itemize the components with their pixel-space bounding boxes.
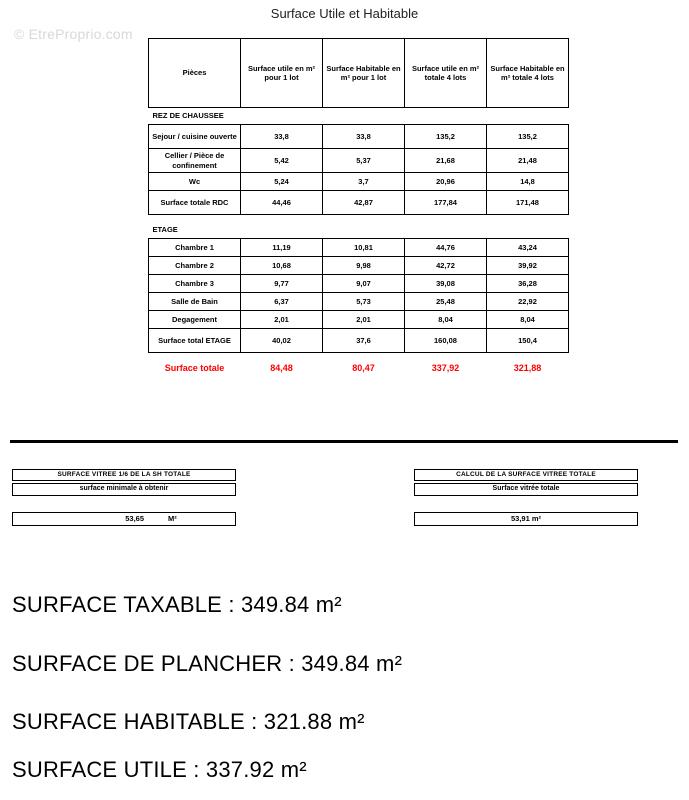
- total-label: Surface totale: [164, 363, 225, 374]
- row-value: 9,98: [323, 257, 405, 275]
- table-header-row: [149, 39, 569, 108]
- row-value: 37,6: [323, 329, 405, 353]
- row-value: 160,08: [405, 329, 487, 353]
- row-value: 39,92: [487, 257, 569, 275]
- row-value: 11,19: [241, 239, 323, 257]
- row-label: Chambre 2: [149, 257, 241, 275]
- row-label: Surface total ETAGE: [149, 329, 241, 353]
- summary-surface-habitable: SURFACE HABITABLE : 321.88 m²: [12, 709, 365, 734]
- row-value: 5,73: [323, 293, 405, 311]
- row-value: 36,28: [487, 275, 569, 293]
- header-cell-utile-1lot: Surface utile en m² pour 1 lot: [241, 39, 323, 108]
- glazed-surface-min-unit: M²: [168, 514, 177, 523]
- row-value: 40,02: [241, 329, 323, 353]
- total-value: 84,48: [270, 363, 293, 374]
- glazed-surface-total-subtitle: Surface vitrée totale: [414, 483, 638, 496]
- row-value: 21,68: [405, 149, 487, 173]
- glazed-surface-total-title: CALCUL DE LA SURFACE VITREE TOTALE: [414, 469, 638, 481]
- summary-surface-plancher: SURFACE DE PLANCHER : 349.84 m²: [12, 651, 403, 676]
- table-row: [149, 293, 569, 311]
- table-row: [149, 149, 569, 173]
- row-value: 22,92: [487, 293, 569, 311]
- row-label: Chambre 1: [149, 239, 241, 257]
- table-row: [149, 173, 569, 191]
- row-value: 135,2: [405, 125, 487, 149]
- row-label: Chambre 3: [149, 275, 241, 293]
- table-row: [149, 191, 569, 215]
- summary-surface-taxable: SURFACE TAXABLE : 349.84 m²: [12, 592, 342, 617]
- row-value: 6,37: [241, 293, 323, 311]
- row-value: 9,07: [323, 275, 405, 293]
- total-row: [149, 353, 569, 386]
- table-row: [149, 125, 569, 149]
- row-value: 2,01: [323, 311, 405, 329]
- glazed-surface-min-title: SURFACE VITREE 1/6 DE LA SH TOTALE: [12, 469, 236, 481]
- row-label: Degagement: [149, 311, 241, 329]
- row-value: 42,72: [405, 257, 487, 275]
- row-value: 14,8: [487, 173, 569, 191]
- row-value: 43,24: [487, 239, 569, 257]
- row-value: 177,84: [405, 191, 487, 215]
- header-cell-habitable-1lot: Surface Habitable en m² pour 1 lot: [323, 39, 405, 108]
- row-value: 5,37: [323, 149, 405, 173]
- section-header-rdc: [149, 108, 569, 125]
- row-label: Wc: [149, 173, 241, 191]
- surface-table: [148, 38, 569, 385]
- glazed-surface-min-value: 53,65: [125, 514, 145, 523]
- glazed-surface-min-value-box: [12, 512, 236, 526]
- header-cell-habitable-4lots: Surface Habitable en m² totale 4 lots: [487, 39, 569, 108]
- table-row: [149, 329, 569, 353]
- row-value: 10,68: [241, 257, 323, 275]
- row-label: Surface totale RDC: [149, 191, 241, 215]
- row-value: 8,04: [487, 311, 569, 329]
- row-value: 33,8: [323, 125, 405, 149]
- total-value: 321,88: [513, 363, 542, 374]
- row-value: 3,7: [323, 173, 405, 191]
- row-value: 44,76: [405, 239, 487, 257]
- header-cell-pieces: Pièces: [149, 39, 241, 108]
- row-value: 5,42: [241, 149, 323, 173]
- row-value: 171,48: [487, 191, 569, 215]
- row-label: Cellier / Pièce de confinement: [149, 149, 241, 173]
- row-value: 5,24: [241, 173, 323, 191]
- page-title: Surface Utile et Habitable: [270, 6, 419, 21]
- watermark: © EtreProprio.com: [14, 26, 133, 42]
- total-value: 80,47: [352, 363, 375, 374]
- row-value: 21,48: [487, 149, 569, 173]
- section-label: REZ DE CHAUSSEE: [152, 111, 224, 121]
- table-row: [149, 257, 569, 275]
- section-label: ETAGE: [152, 225, 178, 235]
- row-value: 135,2: [487, 125, 569, 149]
- row-value: 20,96: [405, 173, 487, 191]
- header-cell-utile-4lots: Surface utile en m² totale 4 lots: [405, 39, 487, 108]
- row-value: 10,81: [323, 239, 405, 257]
- total-value: 337,92: [431, 363, 460, 374]
- surface-table-container: [148, 38, 568, 385]
- table-row: [149, 311, 569, 329]
- row-label: Salle de Bain: [149, 293, 241, 311]
- glazed-surface-total-value: 53,91 m²: [414, 512, 638, 526]
- row-value: 42,87: [323, 191, 405, 215]
- table-spacer: [149, 215, 569, 223]
- row-value: 33,8: [241, 125, 323, 149]
- glazed-surface-min-subtitle: surface minimale à obtenir: [12, 483, 236, 496]
- row-value: 150,4: [487, 329, 569, 353]
- section-header-etage: [149, 222, 569, 239]
- row-value: 25,48: [405, 293, 487, 311]
- summary-surface-utile: SURFACE UTILE : 337.92 m²: [12, 757, 307, 782]
- row-value: 2,01: [241, 311, 323, 329]
- horizontal-divider: [10, 440, 678, 443]
- row-value: 44,46: [241, 191, 323, 215]
- row-value: 8,04: [405, 311, 487, 329]
- table-row: [149, 239, 569, 257]
- row-label: Sejour / cuisine ouverte: [149, 125, 241, 149]
- row-value: 39,08: [405, 275, 487, 293]
- row-value: 9,77: [241, 275, 323, 293]
- table-row: [149, 275, 569, 293]
